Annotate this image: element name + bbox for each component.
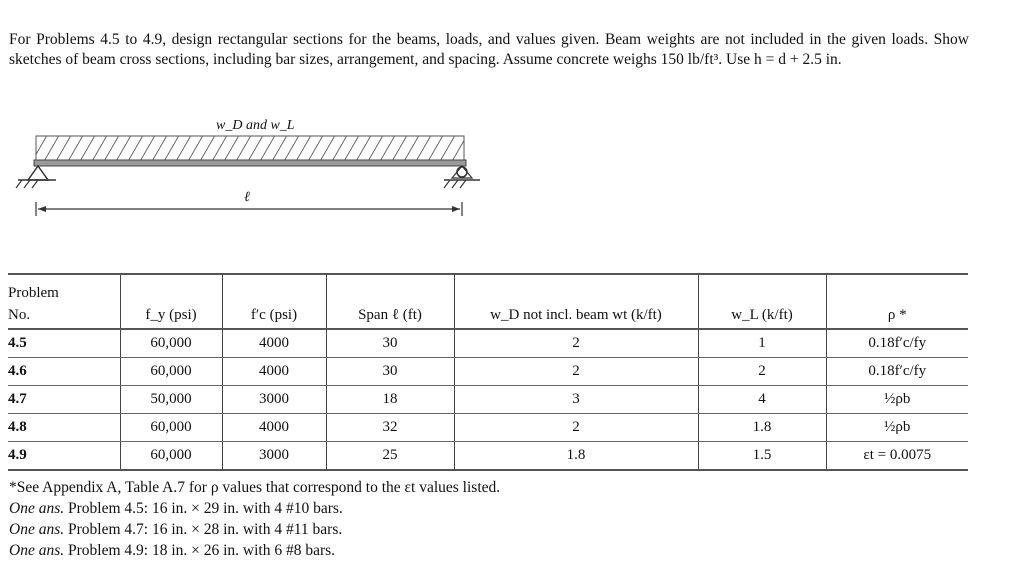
answer-text: Problem 4.5: 16 in. × 29 in. with 4 #10 bars. bbox=[64, 500, 343, 517]
cell-fy: 60,000 bbox=[120, 442, 222, 471]
header-wd: w_D not incl. beam wt (k/ft) bbox=[454, 302, 698, 329]
answer-prefix: One ans. bbox=[9, 542, 65, 559]
problem-table bbox=[8, 273, 968, 471]
cell-wd: 2 bbox=[454, 358, 698, 386]
load-label: w_D and w_L bbox=[216, 118, 295, 133]
cell-wl: 2 bbox=[698, 358, 826, 386]
cell-span: 32 bbox=[326, 414, 454, 442]
cell-fc: 4000 bbox=[222, 358, 326, 386]
cell-wd: 3 bbox=[454, 386, 698, 414]
cell-problem: 4.9 bbox=[8, 442, 120, 471]
table-row bbox=[8, 386, 968, 414]
table-row bbox=[8, 358, 968, 386]
cell-wd: 1.8 bbox=[454, 442, 698, 471]
problem-statement: For Problems 4.5 to 4.9, design rectangular sections for the beams, loads, and values given. Beam weights are not included in the given loads. Show sketches of beam cross sections, including bar sizes, arrangement, and spacing. Assume concrete weighs 150 lb/ft³. Use h = d + 2.5 in. bbox=[9, 31, 969, 68]
answer-line bbox=[9, 498, 500, 519]
cell-span: 18 bbox=[326, 386, 454, 414]
cell-problem: 4.7 bbox=[8, 386, 120, 414]
span-label: ℓ bbox=[244, 190, 250, 205]
cell-wl: 1.8 bbox=[698, 414, 826, 442]
cell-fy: 60,000 bbox=[120, 358, 222, 386]
header-fc: f′c (psi) bbox=[222, 302, 326, 329]
cell-wl: 1 bbox=[698, 329, 826, 358]
cell-wl: 4 bbox=[698, 386, 826, 414]
cell-fc: 4000 bbox=[222, 329, 326, 358]
header-problem: Problem bbox=[8, 274, 120, 302]
answer-text: Problem 4.9: 18 in. × 26 in. with 6 #8 bars. bbox=[64, 542, 336, 559]
cell-wd: 2 bbox=[454, 414, 698, 442]
answer-prefix: One ans. bbox=[9, 521, 65, 538]
answer-prefix: One ans. bbox=[9, 500, 65, 517]
answer-text: Problem 4.7: 16 in. × 28 in. with 4 #11 bars. bbox=[64, 521, 343, 538]
cell-wl: 1.5 bbox=[698, 442, 826, 471]
header-no: No. bbox=[8, 302, 120, 329]
cell-wd: 2 bbox=[454, 329, 698, 358]
cell-span: 30 bbox=[326, 329, 454, 358]
cell-rho: 0.18f′c/fy bbox=[826, 358, 968, 386]
header-wl: w_L (k/ft) bbox=[698, 302, 826, 329]
cell-fy: 50,000 bbox=[120, 386, 222, 414]
cell-fy: 60,000 bbox=[120, 414, 222, 442]
pin-support-left bbox=[16, 166, 56, 188]
beam bbox=[34, 160, 466, 166]
cell-fc: 3000 bbox=[222, 386, 326, 414]
notes bbox=[9, 477, 500, 561]
table-row bbox=[8, 329, 968, 358]
cell-problem: 4.6 bbox=[8, 358, 120, 386]
footnote: *See Appendix A, Table A.7 for ρ values that correspond to the εt values listed. bbox=[9, 479, 501, 496]
cell-fc: 3000 bbox=[222, 442, 326, 471]
cell-fc: 4000 bbox=[222, 414, 326, 442]
cell-rho: ½ρb bbox=[826, 386, 968, 414]
cell-fy: 60,000 bbox=[120, 329, 222, 358]
table-row bbox=[8, 442, 968, 471]
cell-problem: 4.8 bbox=[8, 414, 120, 442]
cell-rho: ½ρb bbox=[826, 414, 968, 442]
answer-line bbox=[9, 519, 500, 540]
distributed-load bbox=[36, 136, 464, 160]
header-fy: f_y (psi) bbox=[120, 302, 222, 329]
cell-rho: εt = 0.0075 bbox=[826, 442, 968, 471]
cell-rho: 0.18f′c/fy bbox=[826, 329, 968, 358]
table-row bbox=[8, 414, 968, 442]
roller-support-right bbox=[444, 166, 480, 188]
header-span: Span ℓ (ft) bbox=[326, 302, 454, 329]
cell-span: 30 bbox=[326, 358, 454, 386]
cell-problem: 4.5 bbox=[8, 329, 120, 358]
answer-line bbox=[9, 540, 500, 561]
header-rho: ρ * bbox=[826, 302, 968, 329]
cell-span: 25 bbox=[326, 442, 454, 471]
